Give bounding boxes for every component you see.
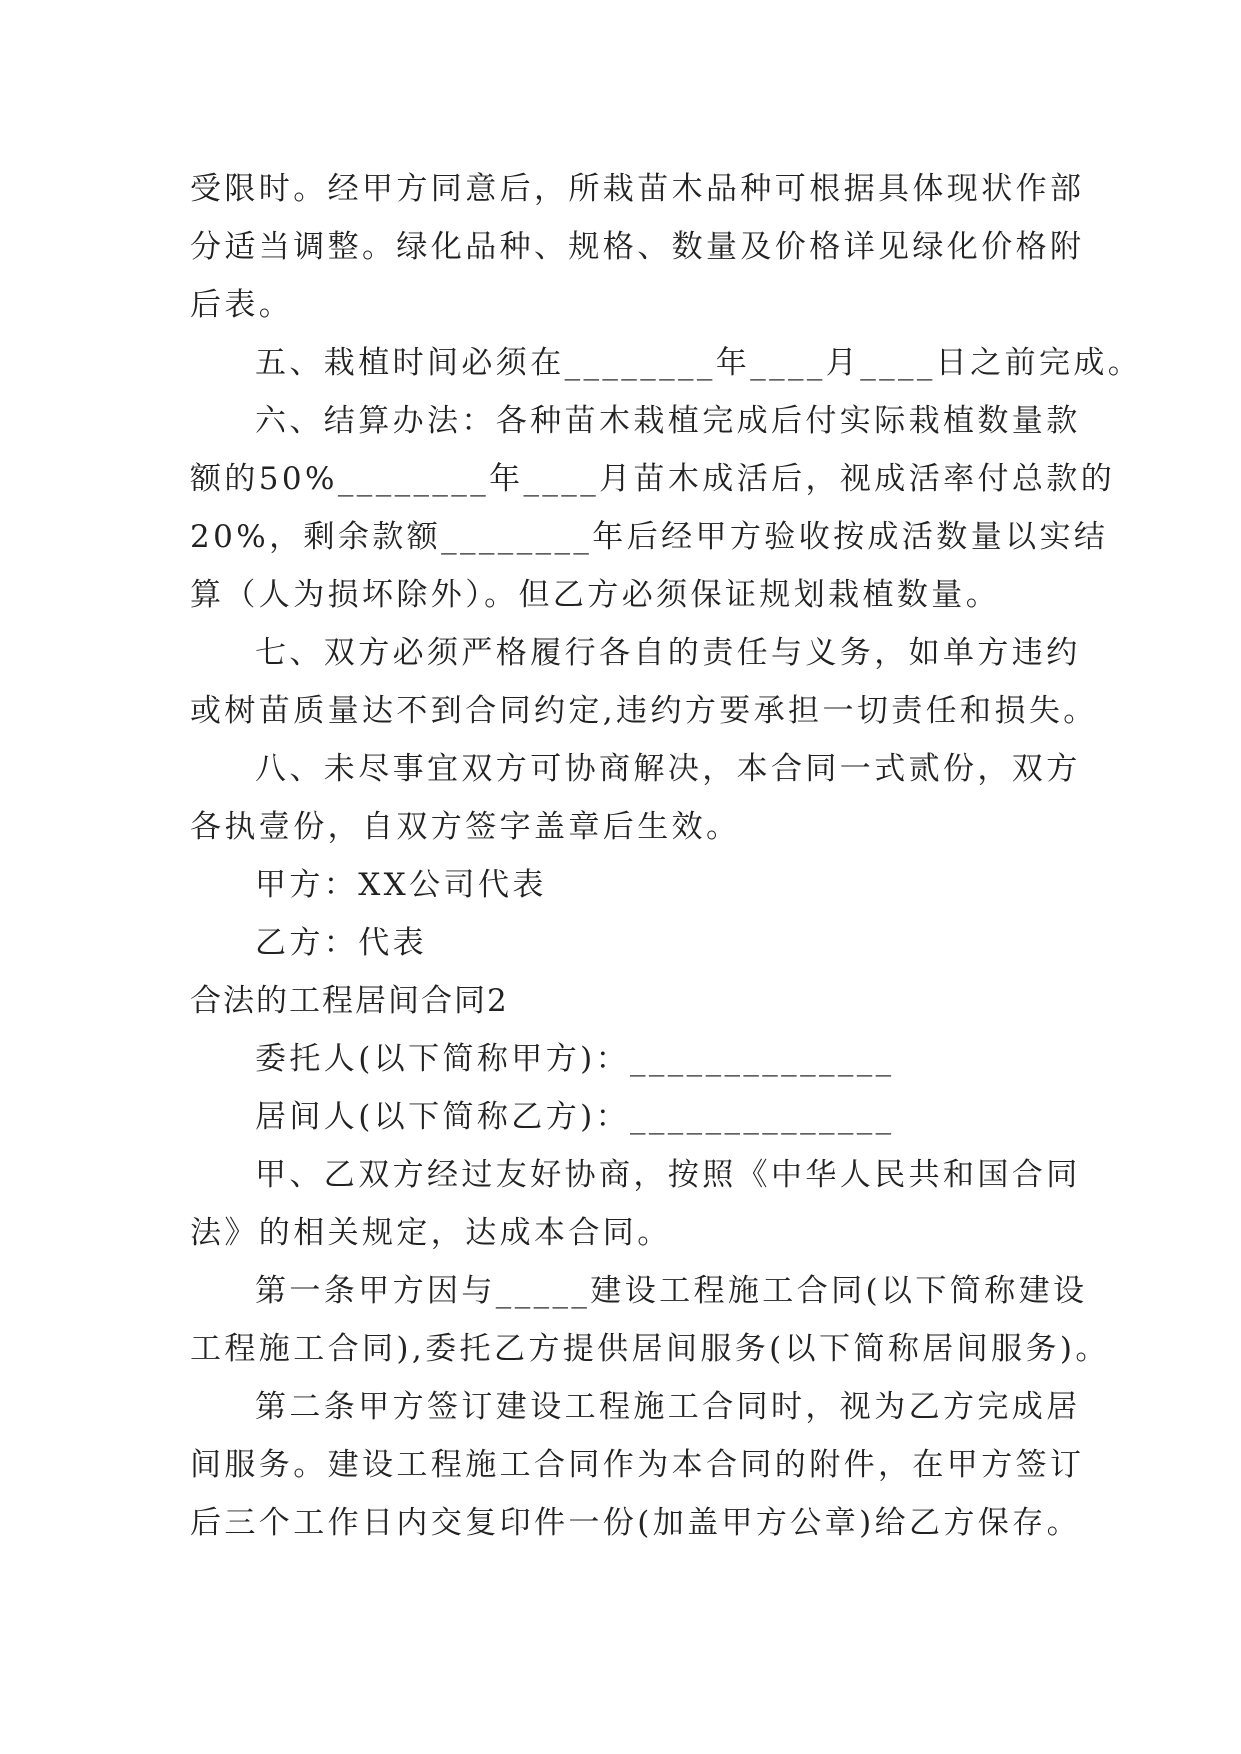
text-line: 八、未尽事宜双方可协商解决，本合同一式贰份，双方 — [255, 751, 1081, 787]
text-line: 间服务。建设工程施工合同作为本合同的附件，在甲方签订 — [190, 1447, 1085, 1483]
party-a-signature-line: 甲方：XX公司代表 — [255, 867, 547, 903]
section-heading: 合法的工程居间合同2 — [190, 983, 509, 1019]
text-line: 六、结算办法：各种苗木栽植完成后付实际栽植数量款 — [255, 403, 1081, 439]
broker-line: 居间人(以下简称乙方)：______________ — [255, 1099, 895, 1135]
article-one-line: 第一条甲方因与_____建设工程施工合同(以下简称建设 — [255, 1273, 1088, 1309]
text-line: 受限时。经甲方同意后，所栽苗木品种可根据具体现状作部 — [190, 171, 1085, 207]
text-line: 算（人为损坏除外）。但乙方必须保证规划栽植数量。 — [190, 577, 1001, 613]
text-line: 分适当调整。绿化品种、规格、数量及价格详见绿化价格附 — [190, 229, 1085, 265]
text-line: 甲、乙双方经过友好协商，按照《中华人民共和国合同 — [255, 1157, 1081, 1193]
text-line: 后三个工作日内交复印件一份(加盖甲方公章)给乙方保存。 — [190, 1505, 1081, 1541]
client-line: 委托人(以下简称甲方)：______________ — [255, 1041, 895, 1077]
text-line: 工程施工合同),委托乙方提供居间服务(以下简称居间服务)。 — [190, 1331, 1110, 1367]
text-line: 额的50%________年____月苗木成活后，视成活率付总款的 — [190, 461, 1116, 497]
text-line: 七、双方必须严格履行各自的责任与义务，如单方违约 — [255, 635, 1081, 671]
text-line: 后表。 — [190, 287, 294, 323]
text-line: 法》的相关规定，达成本合同。 — [190, 1215, 672, 1251]
text-line: 各执壹份，自双方签字盖章后生效。 — [190, 809, 741, 845]
article-two-line: 第二条甲方签订建设工程施工合同时，视为乙方完成居 — [255, 1389, 1081, 1425]
party-b-signature-line: 乙方：代表 — [255, 925, 427, 961]
text-line: 20%，剩余款额________年后经甲方验收按成活数量以实结 — [190, 519, 1109, 555]
text-line: 或树苗质量达不到合同约定,违约方要承担一切责任和损失。 — [190, 693, 1098, 729]
text-line: 五、栽植时间必须在________年____月____日之前完成。 — [255, 345, 1143, 381]
